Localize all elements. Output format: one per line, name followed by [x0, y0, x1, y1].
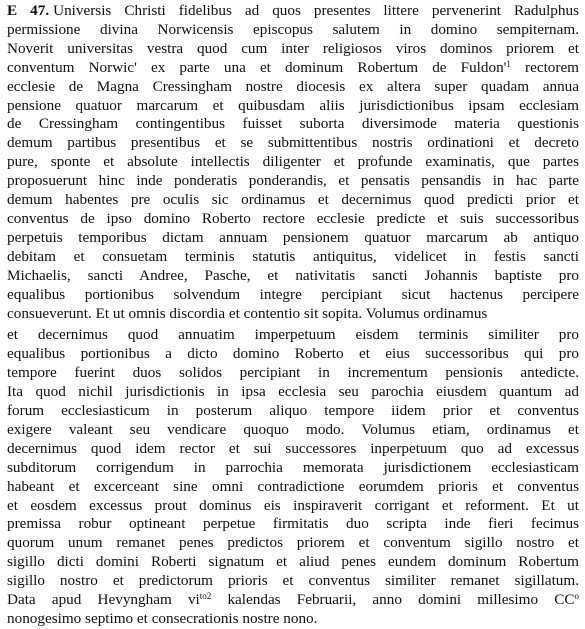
text-line: Data apud Hevyngham $vi^{to2}$ kalendas Februarii, anno domini millesimo $CC^o$: [7, 591, 579, 609]
text-line: nonogesimo septimo et consecrationis nostre nono.: [7, 610, 318, 627]
text-line: demum partibus presentibus et se submittentibus nostris ordinationi et decreto: [7, 134, 579, 152]
text-line: decernimus quod idem rector et sui successores inperpetuum quo ad excessus: [7, 439, 579, 457]
charter-paragraph-1: [7, 2, 579, 323]
text-line: pure, sponte et absolute intellectis diligenter et profunde examinatis, que partes: [7, 153, 579, 171]
text-line: ecclesie de Magna Cressingham nostre diocesis ex altera super quadam annua: [7, 77, 579, 95]
text-line: sigillo dicti domini Roberti signatum et aliud penes eundem dominum Robertum: [7, 553, 579, 571]
text-line: Ita quod nichil jurisdictionis in ipsa ecclesia seu parochia eiusdem quantum ad: [7, 383, 579, 401]
text-line: equalibus portionibus a dicto domino Roberto et eius successoribus qui pro: [7, 345, 579, 363]
text-line: de Cressingham contingentibus fuisset suborta diversimode materia questionis: [7, 115, 579, 133]
text-line: subditorum corrigendum in parrochia memorata jurisdictionem ecclesiasticam: [7, 458, 579, 476]
text-line: forum ecclesiasticum in posterum aliquo tempore iidem prior et conventus: [7, 402, 579, 420]
text-line: quorum unum remanet penes predictos priorem et conventum sigillo nostro et: [7, 534, 579, 552]
text-line: perpetuis temporibus dictam annuam pensionem quatuor marcarum ab antiquo: [7, 228, 579, 246]
text-line: debitam et consuetam terminis statutis antiquitus, videlicet in festis sancti: [7, 247, 579, 265]
footnote-marker: 1: [506, 58, 511, 69]
text-line: consueverunt. Et ut omnis discordia et contentio sit sopita. Volumus ordinamus: [7, 304, 488, 322]
text-line: premissa robur optineant perpetue firmitatis duo scripta inde fieri fecimus: [7, 515, 579, 533]
charter-paragraph-2: [7, 326, 579, 629]
text-line: tempore fuerint duos solidos percipiant in incrementum pensionis antedicte.: [7, 364, 579, 382]
text-line: exigere valeant seu vendicare quoquo modo. Volumus etiam, ordinamus et: [7, 420, 579, 438]
text-line: pensione quatuor marcarum et quibusdam aliis jurisdictionibus ipsam ecclesiam: [7, 96, 579, 114]
superscript-abbreviation: o: [574, 591, 579, 602]
text-line: proposuerunt hinc inde ponderatis ponderandis, et pensatis pensandis in hac parte: [7, 172, 579, 190]
text-line: et eosdem excessus prout dominus eis inspiraverit corrigant et reforment. Et ut: [7, 496, 579, 514]
text-line: equalibus portionibus solvendum integre percipiant sicut hactenus percipere: [7, 285, 579, 303]
text-line: Michaelis, sancti Andree, Pasche, et nativitatis sancti Johannis baptiste pro: [7, 266, 579, 284]
text-line: E 47. Universis Christi fidelibus ad quos presentes littere pervenerint Radulphus: [7, 2, 579, 19]
text-line: permissione divina Norwicensis episcopus salutem in domino sempiternam.: [7, 20, 579, 38]
text-line: Noverit universitas vestra quod cum inter religiosos viros dominos priorem et: [7, 39, 579, 57]
text-line: conventus de ipso domino Roberto rectore ecclesie predicte et suis successoribus: [7, 209, 579, 227]
entry-reference: E 47.: [7, 2, 50, 19]
text-line: habeant et excerceant sine omni contradictione eorumdem prioris et conventus: [7, 477, 579, 495]
text-line: conventum Norwic' ex parte una et dominum Robertum de $Fuldon'^1$ rectorem: [7, 58, 579, 76]
text-line: et decernimus quod annuatim imperpetuum eisdem terminis similiter pro: [7, 326, 579, 344]
text-line: sigillo nostro et predictorum prioris et conventus similiter remanet sigillatum.: [7, 572, 579, 590]
superscript-abbreviation: to2: [199, 591, 212, 602]
text-line: demum habentes pre oculis sic ordinamus et decernimus quod predicti prior et: [7, 191, 579, 209]
